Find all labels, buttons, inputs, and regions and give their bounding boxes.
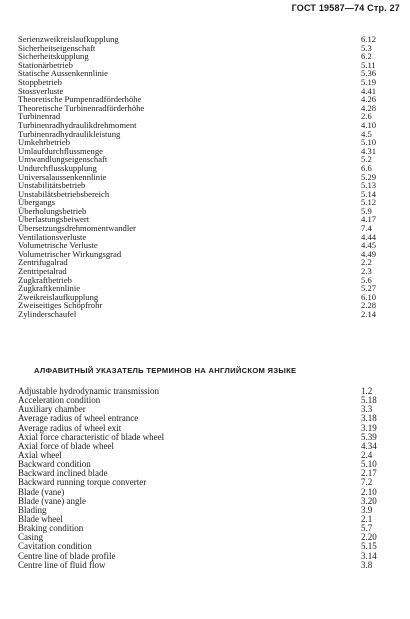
index-term: Centre line of blade profile xyxy=(18,550,116,561)
index-term: Theoretische Turbinenradförderhöhe xyxy=(18,102,145,113)
index-term: Stoppbetrieb xyxy=(18,76,62,87)
index-term: Blading xyxy=(18,504,47,515)
index-term: Undurchflusskupplung xyxy=(18,162,97,173)
index-term: Umkehrbetrieb xyxy=(18,137,71,148)
index-entry xyxy=(18,310,392,319)
index-reference: 5.2 xyxy=(361,154,372,165)
index-term: Sicherheitskupplung xyxy=(18,51,89,62)
index-reference: 5.12 xyxy=(361,197,377,208)
index-term: Unstabilätsbetriebsbereich xyxy=(18,188,110,199)
index-entry xyxy=(18,442,392,451)
index-term: Statische Aussenkennlinie xyxy=(18,68,108,79)
index-term: Zylinderschaufel xyxy=(18,309,77,319)
index-term: Centre line of fluid flow xyxy=(18,559,106,570)
english-term-index xyxy=(18,387,392,570)
index-reference: 6.6 xyxy=(361,162,372,173)
index-term: Auxiliary chamber xyxy=(18,404,86,415)
index-term: Adjustable hydrodynamic transmission xyxy=(18,386,159,396)
index-entry xyxy=(18,267,392,276)
index-reference: 3.8 xyxy=(361,559,373,570)
index-entry xyxy=(18,52,392,61)
index-term: Blade (vane) xyxy=(18,486,65,497)
index-reference: 3.19 xyxy=(361,422,377,433)
index-term: Zweiseitiges Schöpfrohr xyxy=(18,300,103,311)
index-reference: 7.2 xyxy=(361,477,373,488)
index-term: Zentrifugalrad xyxy=(18,257,68,268)
index-reference: 5.15 xyxy=(361,541,377,552)
index-term: Übergangs xyxy=(18,197,56,208)
index-entry xyxy=(18,78,392,87)
german-term-index xyxy=(18,35,392,319)
index-term: Unstabilitätsbetrieb xyxy=(18,180,86,191)
index-entry xyxy=(18,478,392,487)
index-term: Braking condition xyxy=(18,523,84,534)
index-reference: 5.19 xyxy=(361,76,377,87)
index-reference: 2.1 xyxy=(361,513,373,524)
index-term: Blade wheel xyxy=(18,513,63,524)
index-reference: 3.20 xyxy=(361,495,377,506)
index-entry xyxy=(18,69,392,78)
index-reference: 6.2 xyxy=(361,51,372,62)
index-entry xyxy=(18,250,392,259)
index-reference: 4.45 xyxy=(361,240,377,251)
index-entry xyxy=(18,104,392,113)
index-term: Universalaussenkennlinie xyxy=(18,171,107,182)
index-reference: 2.3 xyxy=(361,266,372,277)
section-title: АЛФАВИТНЫЙ УКАЗАТЕЛЬ ТЕРМИНОВ НА АНГЛИЙСКОМ ЯЗЫКЕ xyxy=(34,366,297,375)
index-reference: 4.31 xyxy=(361,145,377,156)
index-reference: 1.2 xyxy=(361,386,373,396)
index-reference: 2.10 xyxy=(361,486,377,497)
index-reference: 4.34 xyxy=(361,440,377,451)
index-term: Backward inclined blade xyxy=(18,468,108,479)
index-term: Zugkraftkennlinie xyxy=(18,283,81,294)
index-term: Average radius of wheel entrance xyxy=(18,413,139,424)
index-entry xyxy=(18,258,392,267)
index-reference: 3.3 xyxy=(361,404,373,415)
index-reference: 4.5 xyxy=(361,128,372,139)
index-term: Serienzweikreislaufkupplung xyxy=(18,34,119,44)
index-term: Casing xyxy=(18,532,44,543)
index-term: Zweikreislaufkupplung xyxy=(18,291,99,302)
index-term: Theoretische Pumpenradförderhöhe xyxy=(18,94,142,105)
index-term: Turbinenrad xyxy=(18,111,61,122)
index-term: Backward running torque converter xyxy=(18,477,147,488)
index-term: Überlastungsbeiwert xyxy=(18,214,90,225)
index-reference: 5.29 xyxy=(361,171,377,182)
index-entry xyxy=(18,561,392,570)
page-header: ГОСТ 19587—74 Стр. 27 xyxy=(291,3,400,13)
index-reference: 4.41 xyxy=(361,85,377,96)
index-reference: 6.12 xyxy=(361,34,377,44)
index-entry xyxy=(18,524,392,533)
index-reference: 2.17 xyxy=(361,468,377,479)
index-reference: 5.6 xyxy=(361,274,372,285)
index-reference: 5.10 xyxy=(361,137,377,148)
index-reference: 3.9 xyxy=(361,504,373,515)
index-entry xyxy=(18,497,392,506)
index-reference: 5.39 xyxy=(361,431,377,442)
index-reference: 4.44 xyxy=(361,231,377,242)
index-reference: 5.9 xyxy=(361,205,372,216)
index-reference: 5.18 xyxy=(361,395,377,406)
index-reference: 5.27 xyxy=(361,283,377,294)
index-term: Axial force characteristic of blade wheel xyxy=(18,431,165,442)
index-reference: 4.26 xyxy=(361,94,377,105)
index-reference: 4.10 xyxy=(361,119,377,130)
index-reference: 2.4 xyxy=(361,449,373,460)
index-term: Volumetrischer Wirkungsgrad xyxy=(18,248,122,259)
index-term: Sicherheitseigenschaft xyxy=(18,42,96,53)
index-reference: 6.10 xyxy=(361,291,377,302)
index-entry xyxy=(18,506,392,515)
index-term: Axial wheel xyxy=(18,449,62,460)
index-term: Backward condition xyxy=(18,459,91,470)
index-entry xyxy=(18,190,392,199)
index-term: Zentripetalrad xyxy=(18,266,67,277)
index-term: Übersetzungsdrehmomentwandler xyxy=(18,223,136,234)
index-reference: 5.7 xyxy=(361,523,373,534)
index-term: Turbinenradhydraulikdrehmoment xyxy=(18,119,137,130)
index-reference: 5.11 xyxy=(361,59,376,70)
index-term: Ventilationsverluste xyxy=(18,231,87,242)
index-term: Stossverluste xyxy=(18,85,64,96)
index-reference: 4.28 xyxy=(361,102,377,113)
index-term: Volumetrische Verluste xyxy=(18,240,98,251)
index-reference: 4.49 xyxy=(361,248,377,259)
index-term: Stationärbetrieb xyxy=(18,59,73,70)
index-term: Average radius of wheel exit xyxy=(18,422,122,433)
index-reference: 5.14 xyxy=(361,188,377,199)
index-reference: 5.13 xyxy=(361,180,377,191)
index-term: Überholungsbetrieb xyxy=(18,205,87,216)
index-reference: 2.14 xyxy=(361,309,377,319)
index-reference: 5.36 xyxy=(361,68,377,79)
index-reference: 3.18 xyxy=(361,413,377,424)
index-reference: 5.3 xyxy=(361,42,372,53)
index-term: Blade (vane) angle xyxy=(18,495,86,506)
index-reference: 2.20 xyxy=(361,532,377,543)
index-reference: 4.17 xyxy=(361,214,377,225)
index-term: Umlaufdurchflussmenge xyxy=(18,145,103,156)
index-term: Axial force of blade wheel xyxy=(18,440,114,451)
index-term: Cavitation condition xyxy=(18,541,92,552)
index-reference: 3.14 xyxy=(361,550,377,561)
index-reference: 5.10 xyxy=(361,459,377,470)
index-reference: 2.28 xyxy=(361,300,377,311)
index-reference: 2.6 xyxy=(361,111,372,122)
index-term: Zugkraftbetrieb xyxy=(18,274,72,285)
index-reference: 2.2 xyxy=(361,257,372,268)
index-reference: 7.4 xyxy=(361,223,372,234)
index-term: Umwandlungseigenschaft xyxy=(18,154,108,165)
index-entry xyxy=(18,130,392,139)
index-term: Turbinenradhydraulikleistung xyxy=(18,128,121,139)
index-term: Acceleration condition xyxy=(18,395,101,406)
